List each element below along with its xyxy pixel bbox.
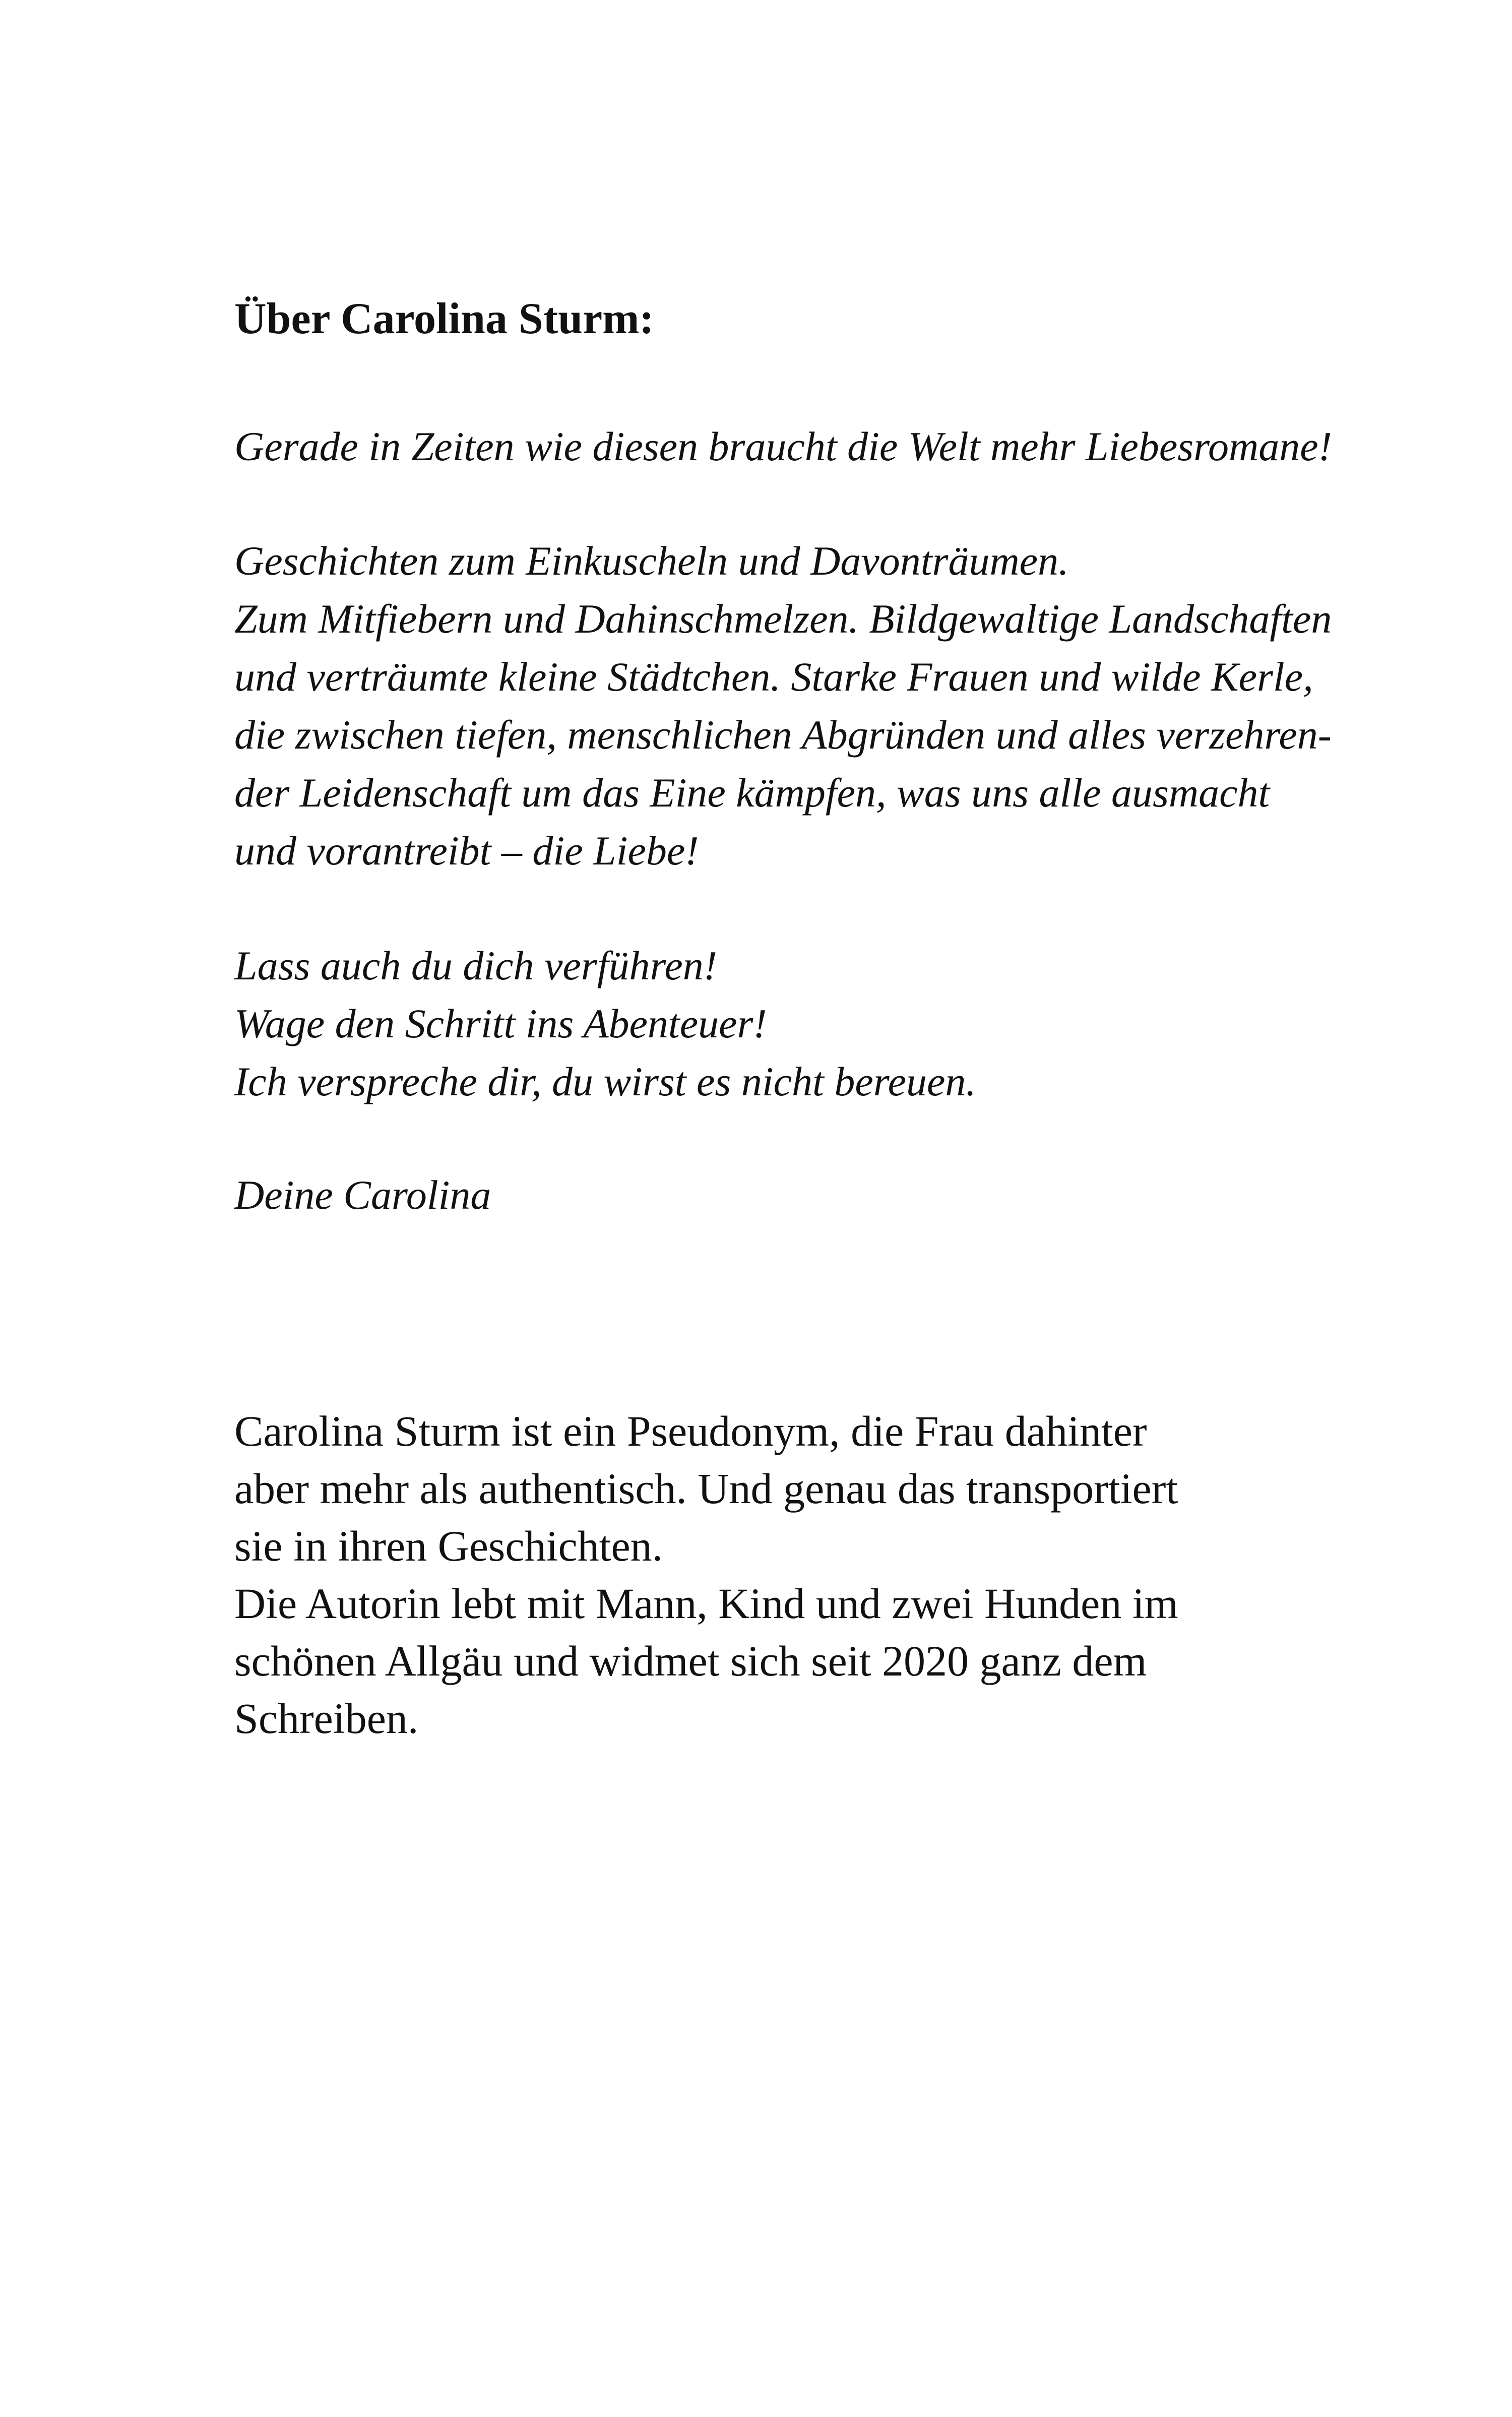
invitation-line: Wage den Schritt ins Abenteuer! — [234, 1001, 767, 1046]
stories-line: und vorantreibt – die Liebe! — [234, 828, 699, 874]
bio-line: Die Autorin lebt mit Mann, Kind und zwei Hunden im — [234, 1579, 1178, 1628]
signature — [234, 1166, 491, 1224]
bio-line: Schreiben. — [234, 1694, 419, 1743]
invitation-paragraph — [234, 937, 976, 1110]
stories-paragraph — [234, 532, 1332, 880]
stories-line: Zum Mitfiebern und Dahinschmelzen. Bildgewaltige Landschaften — [234, 596, 1332, 642]
intro-line: Gerade in Zeiten wie diesen braucht die Welt mehr Liebesromane! — [234, 423, 1332, 469]
bio-line: Carolina Sturm ist ein Pseudonym, die Frau dahinter — [234, 1407, 1147, 1455]
intro-sentence — [234, 417, 1332, 475]
bio-line: schönen Allgäu und widmet sich seit 2020 ganz dem — [234, 1637, 1147, 1685]
stories-line: und verträumte kleine Städtchen. Starke Frauen und wilde Kerle, — [234, 654, 1313, 700]
stories-line: der Leidenschaft um das Eine kämpfen, was uns alle ausmacht — [234, 770, 1270, 816]
stories-line: die zwischen tiefen, menschlichen Abgründen und alles verzehren- — [234, 712, 1332, 758]
invitation-line: Lass auch du dich verführen! — [234, 943, 718, 988]
stories-line: Geschichten zum Einkuscheln und Davonträumen. — [234, 538, 1069, 584]
invitation-line: Ich verspreche dir, du wirst es nicht bereuen. — [234, 1059, 976, 1104]
bio-line: aber mehr als authentisch. Und genau das transportiert — [234, 1464, 1178, 1513]
bio-line: sie in ihren Geschichten. — [234, 1522, 663, 1570]
page-title: Über Carolina Sturm: — [234, 294, 654, 343]
signature-line: Deine Carolina — [234, 1172, 491, 1218]
author-bio — [234, 1402, 1178, 1747]
